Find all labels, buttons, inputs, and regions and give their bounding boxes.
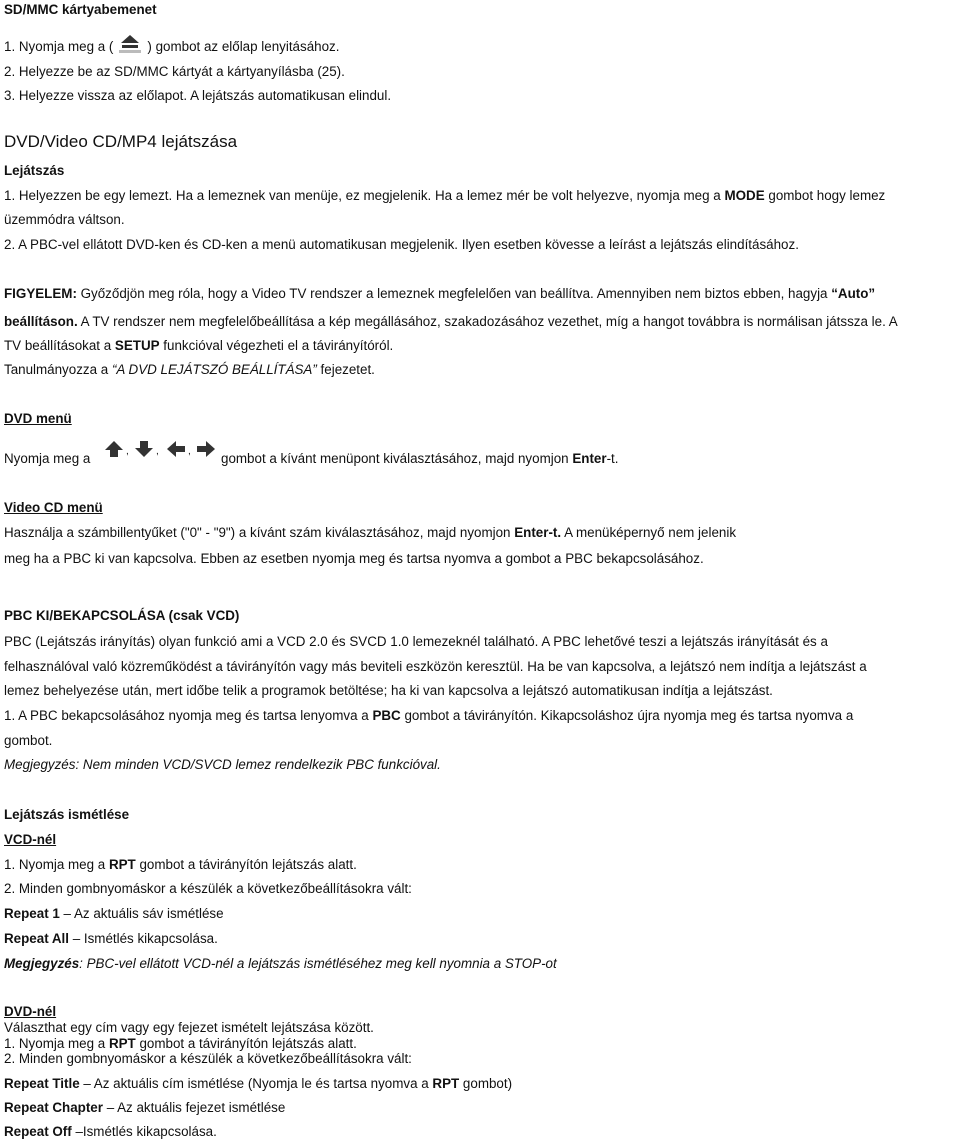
repeat-dvd-line-6: Repeat Off –Ismétlés kikapcsolása.	[4, 1124, 217, 1139]
arrow-down-icon	[134, 440, 154, 461]
repeat-vcd-line-4: Repeat All – Ismétlés kikapcsolása.	[4, 931, 218, 946]
arrow-right-icon	[196, 440, 216, 461]
pbc-line-1: PBC (Lejátszás irányítás) olyan funkció ami a VCD 2.0 és SVCD 1.0 lemezeknél található. A PBC lehetővé teszi a lejátszás irányítását és a	[4, 634, 828, 649]
dvd-line-1: 1. Helyezzen be egy lemezt. Ha a lemeznek van menüje, ez megjelenik. Ha a lemez mér be volt helyezve, nyomja meg a MODE gombot hogy lemez	[4, 188, 886, 203]
arrow-left-icon	[166, 440, 186, 461]
warning-line-4: Tanulmányozza a “A DVD LEJÁTSZÓ BEÁLLÍTÁSA” fejezetet.	[4, 362, 375, 377]
repeat-vcd-title: VCD-nél	[4, 832, 57, 847]
repeat-vcd-note: Megjegyzés: PBC-vel ellátott VCD-nél a lejátszás ismétléséhez meg kell nyomnia a STOP-ot	[4, 956, 557, 971]
warning-line-3: TV beállításokat a SETUP funkcióval végezheti el a távirányítóról.	[4, 338, 394, 353]
arrow-up-icon	[104, 440, 124, 461]
sd-step-2: 2. Helyezze be az SD/MMC kártyát a kártyanyílásba (25).	[4, 64, 345, 79]
repeat-vcd-line-1: 1. Nyomja meg a RPT gombot a távirányítón lejátszás alatt.	[4, 857, 357, 872]
dvd-line-3: 2. A PBC-vel ellátott DVD-ken és CD-ken a menü automatikusan megjelenik. Ilyen esetben kövesse a leírást a lejátszás elindításához.	[4, 237, 799, 252]
warning-line-1: FIGYELEM: Győződjön meg róla, hogy a Video TV rendszer a lemeznek megfelelően van beállítva. Amennyiben nem biztos ebben, hagyja “Auto”	[4, 286, 876, 301]
repeat-dvd-title: DVD-nél	[4, 1004, 57, 1019]
pbc-note: Megjegyzés: Nem minden VCD/SVCD lemez rendelkezik PBC funkcióval.	[4, 757, 441, 772]
repeat-dvd-line-4: Repeat Title – Az aktuális cím ismétlése (Nyomja le és tartsa nyomva a RPT gombot)	[4, 1076, 513, 1091]
vcd-menu-line-1: Használja a számbillentyűket ("0" - "9") a kívánt szám kiválasztásához, majd nyomjon Enter-t. A menüképernyő nem jelenik	[4, 525, 737, 540]
pbc-line-2: felhasználóval való közreműködést a távirányítón vagy más beviteli eszközön keresztül. Ha be van kapcsolva, a lejátszó nem indítja a lejátszást a	[4, 659, 867, 674]
dvd-menu-pre: Nyomja meg a	[4, 451, 91, 466]
repeat-dvd-line-5: Repeat Chapter – Az aktuális fejezet ismétlése	[4, 1100, 286, 1115]
pbc-title: PBC KI/BEKAPCSOLÁSA (csak VCD)	[4, 608, 240, 623]
pbc-line-3: lemez behelyezése után, mert időbe telik a programok betöltése; ha ki van kapcsolva a lejátszó automatikusan indítja a lejátszást.	[4, 683, 773, 698]
repeat-dvd-line-3: 2. Minden gombnyomáskor a készülék a következőbeállításokra vált:	[4, 1051, 412, 1066]
dvd-menu-title: DVD menü	[4, 411, 72, 426]
arrow-icons: , , ,	[104, 440, 216, 462]
repeat-dvd-line-1: Választhat egy cím vagy egy fejezet ismételt lejátszása között.	[4, 1020, 374, 1035]
eject-icon	[117, 32, 143, 54]
vcd-menu-line-2: meg ha a PBC ki van kapcsolva. Ebben az esetben nyomja meg és tartsa nyomva a gombot a PBC bekapcsolásához.	[4, 551, 704, 566]
dvd-menu-post: gombot a kívánt menüpont kiválasztásához, majd nyomjon Enter-t.	[221, 451, 619, 466]
sd-step-1: 1. Nyomja meg a ( ) gombot az előlap lenyitásához.	[4, 39, 339, 55]
repeat-vcd-line-3: Repeat 1 – Az aktuális sáv ismétlése	[4, 906, 224, 921]
pbc-line-4: 1. A PBC bekapcsolásához nyomja meg és tartsa lenyomva a PBC gombot a távirányítón. Kikapcsoláshoz újra nyomja meg és tartsa nyomva a	[4, 708, 854, 723]
vcd-menu-title: Video CD menü	[4, 500, 103, 515]
repeat-vcd-line-2: 2. Minden gombnyomáskor a készülék a következőbeállításokra vált:	[4, 881, 412, 896]
dvd-line-2: üzemmódra váltson.	[4, 212, 125, 227]
sd-title: SD/MMC kártyabemenet	[4, 2, 157, 17]
dvd-title: DVD/Video CD/MP4 lejátszása	[4, 132, 238, 151]
warning-line-2: beállításon. A TV rendszer nem megfelelőbeállítása a kép megállásához, szakadozásához vezethet, míg a hangot továbbra is normálisan játssza le. A	[4, 314, 898, 329]
dvd-subtitle: Lejátszás	[4, 163, 65, 178]
pbc-line-5: gombot.	[4, 733, 53, 748]
repeat-dvd-line-2: 1. Nyomja meg a RPT gombot a távirányítón lejátszás alatt.	[4, 1036, 357, 1051]
sd-step-3: 3. Helyezze vissza az előlapot. A lejátszás automatikusan elindul.	[4, 88, 392, 103]
repeat-title: Lejátszás ismétlése	[4, 807, 130, 822]
